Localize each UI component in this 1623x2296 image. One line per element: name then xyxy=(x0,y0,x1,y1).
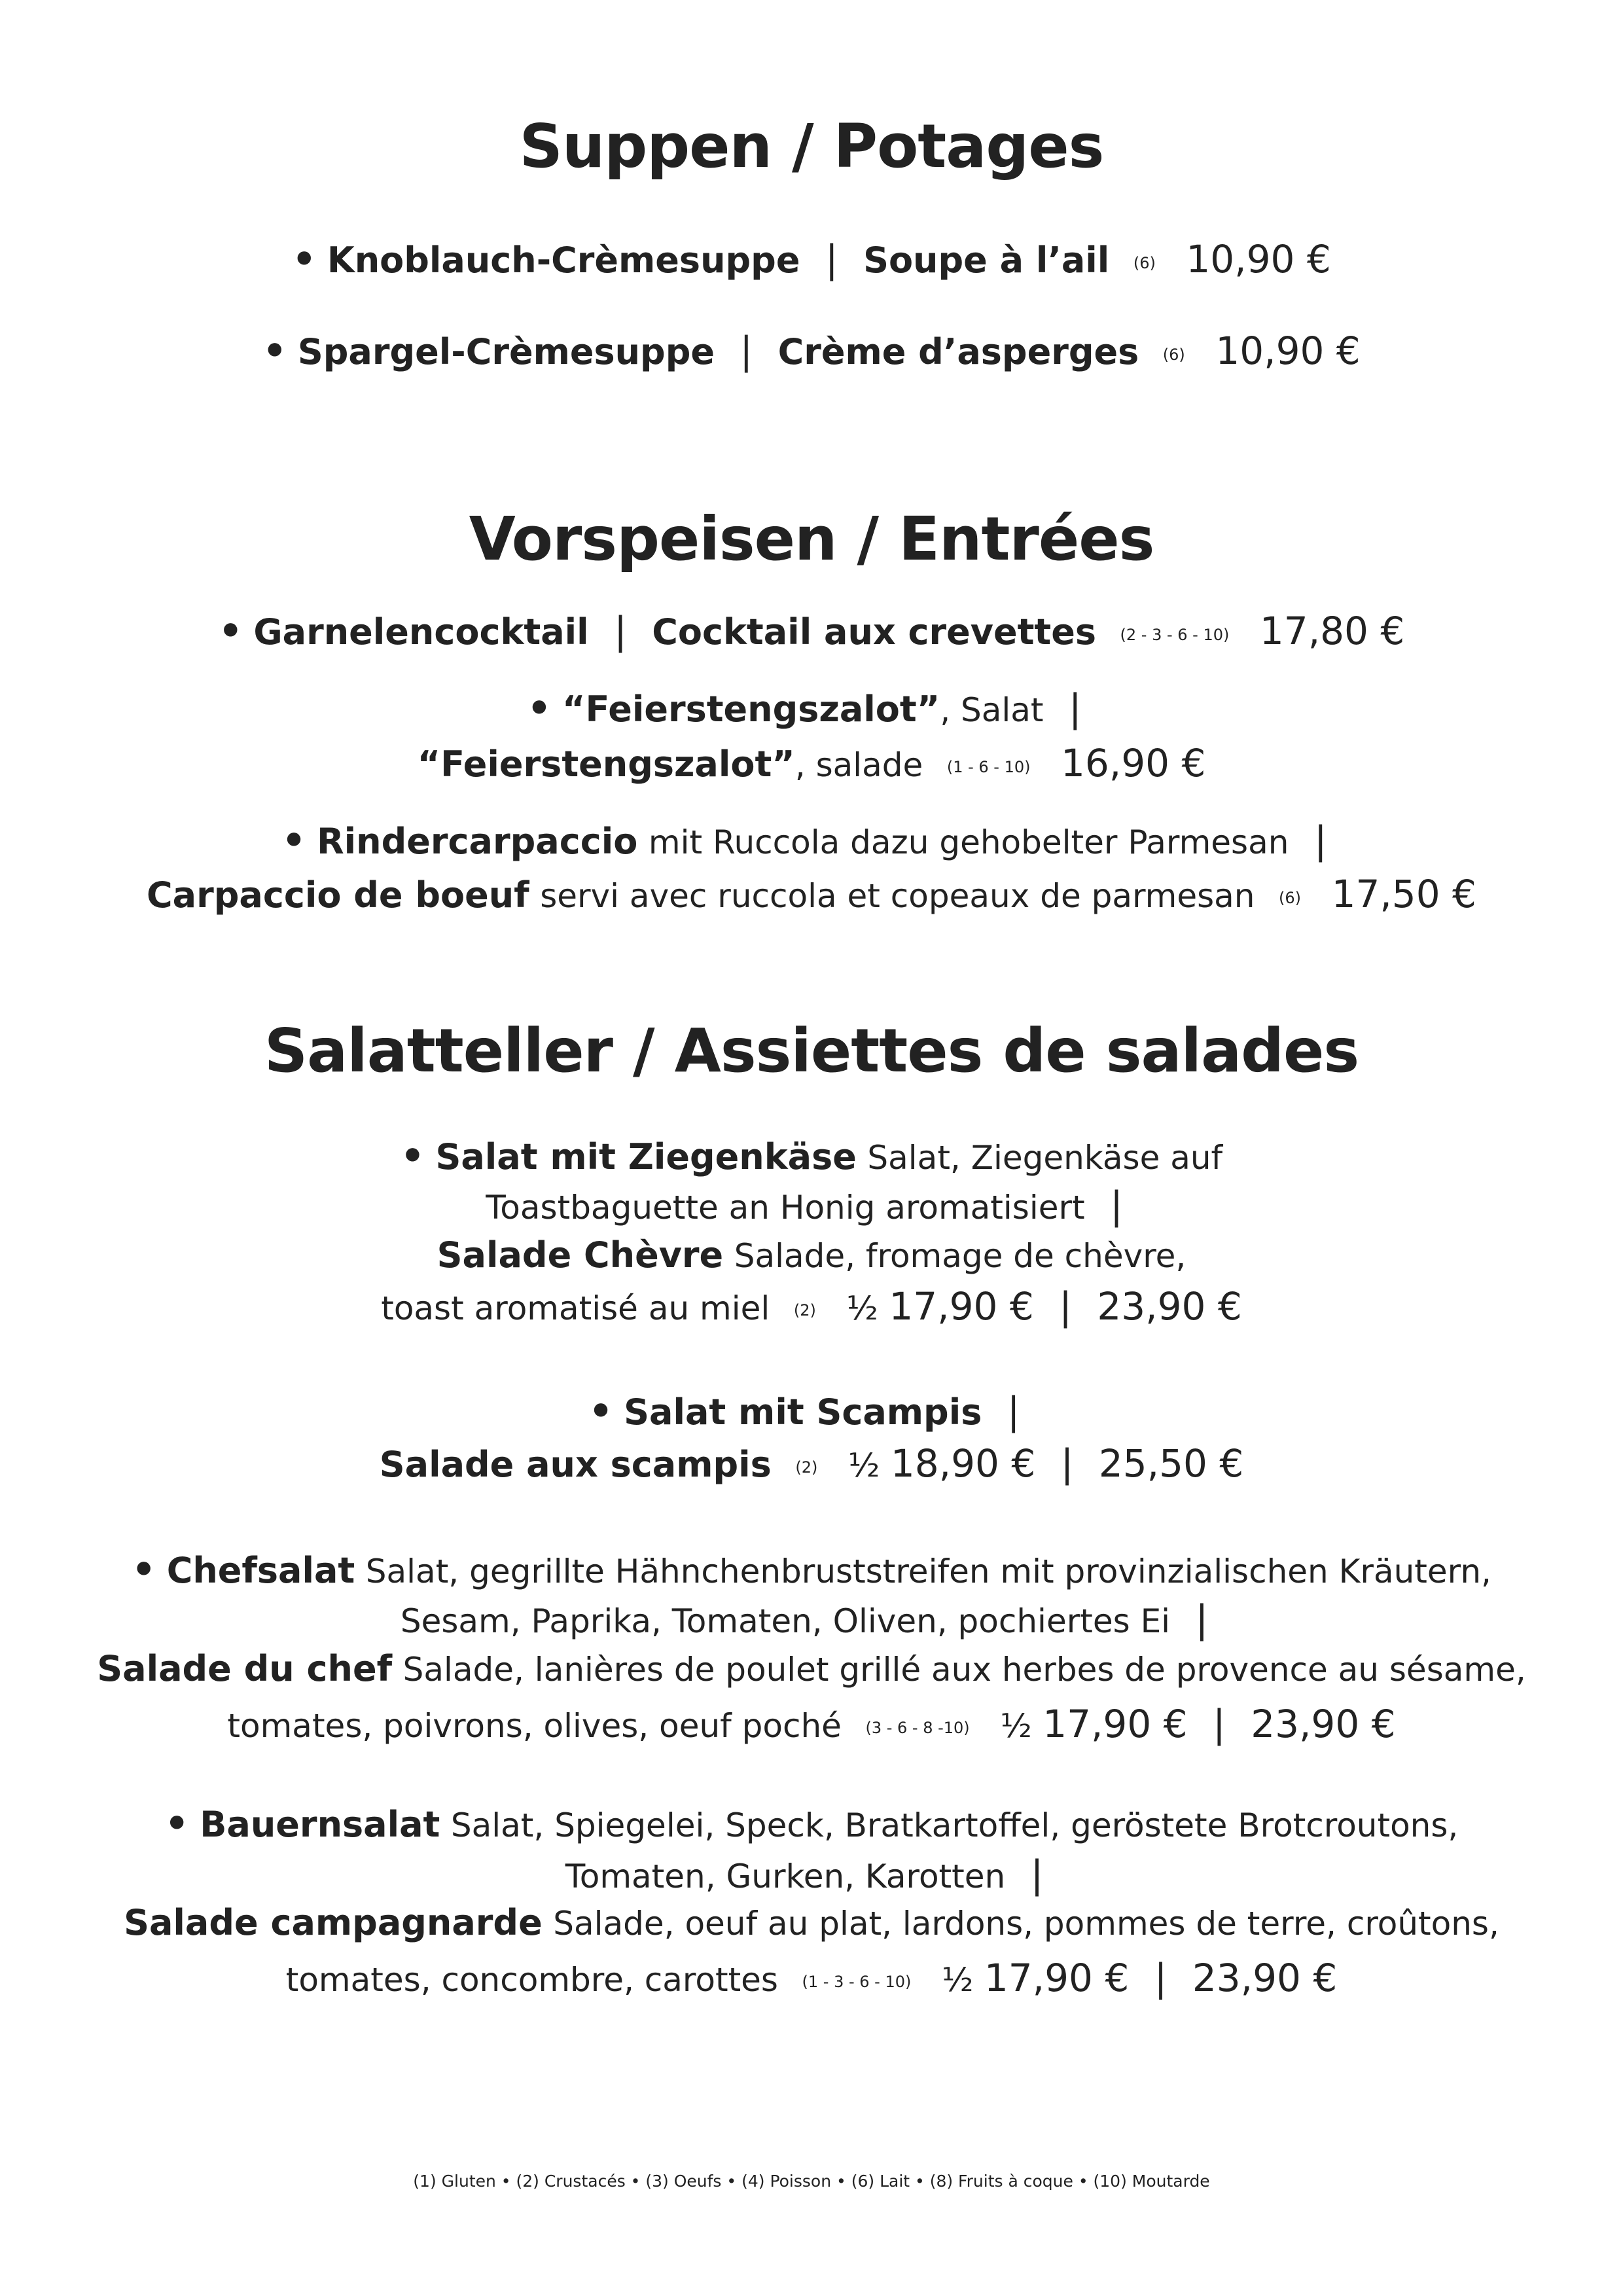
menu-item-goat-cheese-salad-de-1 xyxy=(0,1134,1623,1178)
allergen-codes: (2 - 3 - 6 - 10) xyxy=(1120,626,1230,644)
menu-item-farmer-salad-fr-2 xyxy=(0,1956,1623,2000)
item-desc-de: Toastbaguette an Honig aromatisiert xyxy=(486,1189,1085,1227)
price: 16,90 € xyxy=(1061,741,1206,785)
price-full: 25,50 € xyxy=(1098,1441,1244,1486)
item-desc-fr: Salade, oeuf au plat, lardons, pommes de terre, croûtons, xyxy=(553,1905,1499,1943)
menu-item-goat-cheese-salad-de-2 xyxy=(0,1183,1623,1228)
separator: | xyxy=(1110,1183,1123,1228)
bullet: • xyxy=(132,1547,156,1592)
price-full: 23,90 € xyxy=(1251,1702,1396,1746)
menu-item-garlic-soup xyxy=(0,237,1623,281)
price-half: 17,90 € xyxy=(984,1956,1130,2000)
menu-item-feierstengszalot-de xyxy=(0,686,1623,730)
allergen-codes: (1 - 6 - 10) xyxy=(946,758,1031,776)
item-desc-fr: toast aromatisé au miel xyxy=(381,1289,770,1327)
separator: | xyxy=(1313,818,1327,863)
item-name-de: “Feierstengszalot” xyxy=(562,689,940,730)
bullet: • xyxy=(400,1134,425,1178)
menu-item-farmer-salad-fr-1 xyxy=(0,1902,1623,1943)
bullet: • xyxy=(164,1801,189,1846)
menu-item-scampi-salad-de xyxy=(0,1389,1623,1433)
section-title-soups: Suppen / Potages xyxy=(519,111,1104,181)
item-name-fr: Carpaccio de boeuf xyxy=(147,874,529,916)
separator: | xyxy=(1069,686,1082,730)
price: 17,50 € xyxy=(1331,872,1476,916)
allergen-codes: (1 - 3 - 6 - 10) xyxy=(802,1973,912,1991)
menu-item-chef-salad-de-2 xyxy=(0,1597,1623,1641)
item-name-de: Salat mit Scampis xyxy=(624,1391,982,1433)
item-name-fr: Salade aux scampis xyxy=(379,1444,772,1485)
price-half: 17,90 € xyxy=(889,1284,1034,1329)
menu-item-chef-salad-de-1 xyxy=(0,1547,1623,1592)
separator: | xyxy=(825,237,838,281)
section-title-salads: Salatteller / Assiettes de salades xyxy=(264,1016,1359,1086)
allergen-codes: (6) xyxy=(1162,346,1185,364)
item-desc-fr: , salade xyxy=(794,746,923,784)
allergen-codes: (3 - 6 - 8 -10) xyxy=(865,1719,970,1737)
price: 17,80 € xyxy=(1259,609,1405,653)
item-name-de: Bauernsalat xyxy=(200,1804,440,1845)
item-desc-de: , Salat xyxy=(940,691,1044,729)
menu-item-carpaccio-fr xyxy=(0,872,1623,916)
item-desc-fr: Salade, lanières de poulet grillé aux herbes de provence au sésame, xyxy=(402,1651,1526,1689)
allergen-codes: (2) xyxy=(793,1301,816,1319)
half-portion-symbol: ½ xyxy=(847,1446,880,1484)
price-full: 23,90 € xyxy=(1192,1956,1338,2000)
menu-item-chef-salad-fr-1 xyxy=(0,1648,1623,1689)
item-name-fr: Soupe à l’ail xyxy=(863,240,1110,281)
bullet: • xyxy=(281,818,306,863)
item-desc-de: Salat, Ziegenkäse auf xyxy=(867,1139,1223,1177)
half-portion-symbol: ½ xyxy=(1000,1707,1032,1745)
menu-item-feierstengszalot-fr xyxy=(0,741,1623,785)
half-portion-symbol: ½ xyxy=(941,1961,974,1999)
price-half: 17,90 € xyxy=(1043,1702,1188,1746)
item-desc-fr: tomates, concombre, carottes xyxy=(285,1961,778,1999)
price: 10,90 € xyxy=(1186,237,1331,281)
menu-item-chef-salad-fr-2 xyxy=(0,1702,1623,1746)
separator: | xyxy=(614,609,627,653)
separator: | xyxy=(740,329,753,373)
allergen-legend: (1) Gluten • (2) Crustacés • (3) Oeufs • (4) Poisson • (6) Lait • (8) Fruits à coque • (10) Moutarde xyxy=(413,2172,1210,2191)
price-half: 18,90 € xyxy=(890,1441,1036,1486)
separator: | xyxy=(1195,1597,1209,1641)
bullet: • xyxy=(218,609,243,653)
item-name-de: Chefsalat xyxy=(166,1550,355,1591)
item-name-de: Knoblauch-Crèmesuppe xyxy=(327,240,800,281)
item-name-de: Spargel-Crèmesuppe xyxy=(297,331,715,372)
menu-item-shrimp-cocktail xyxy=(0,609,1623,653)
item-name-fr: Salade campagnarde xyxy=(124,1902,543,1943)
bullet: • xyxy=(588,1389,613,1433)
menu-item-carpaccio-de xyxy=(0,818,1623,863)
menu-item-goat-cheese-salad-fr-2 xyxy=(0,1284,1623,1329)
bullet: • xyxy=(262,329,287,373)
item-desc-de: Sesam, Paprika, Tomaten, Oliven, pochiertes Ei xyxy=(400,1602,1171,1640)
bullet: • xyxy=(292,237,317,281)
item-name-de: Salat mit Ziegenkäse xyxy=(435,1136,857,1177)
item-name-fr: Salade Chèvre xyxy=(437,1234,724,1276)
item-name-fr: Salade du chef xyxy=(97,1648,393,1689)
price-separator: | xyxy=(1213,1702,1226,1746)
price-separator: | xyxy=(1154,1956,1168,2000)
menu-item-farmer-salad-de-2 xyxy=(0,1852,1623,1897)
item-name-fr: Cocktail aux crevettes xyxy=(652,611,1096,653)
allergen-codes: (2) xyxy=(795,1458,818,1477)
item-desc-de: Salat, gegrillte Hähnchenbruststreifen mit provinzialischen Kräutern, xyxy=(365,1552,1491,1590)
separator: | xyxy=(1007,1389,1020,1433)
section-title-starters: Vorspeisen / Entrées xyxy=(469,504,1154,574)
item-desc-de: mit Ruccola dazu gehobelter Parmesan xyxy=(648,823,1289,861)
price-separator: | xyxy=(1060,1441,1074,1486)
item-desc-fr: tomates, poivrons, olives, oeuf poché xyxy=(227,1707,842,1745)
allergen-codes: (6) xyxy=(1279,889,1302,907)
menu-item-scampi-salad-fr xyxy=(0,1441,1623,1486)
item-name-fr: “Feierstengszalot” xyxy=(417,744,795,785)
bullet: • xyxy=(527,686,552,730)
price: 10,90 € xyxy=(1215,329,1361,373)
price-full: 23,90 € xyxy=(1097,1284,1242,1329)
item-desc-de: Tomaten, Gurken, Karotten xyxy=(565,1857,1006,1895)
menu-item-farmer-salad-de-1 xyxy=(0,1801,1623,1846)
separator: | xyxy=(1030,1852,1044,1897)
item-name-de: Garnelencocktail xyxy=(253,611,589,653)
item-desc-fr: servi avec ruccola et copeaux de parmesan xyxy=(540,877,1255,915)
half-portion-symbol: ½ xyxy=(846,1289,878,1327)
menu-item-asparagus-soup xyxy=(0,329,1623,373)
item-desc-fr: Salade, fromage de chèvre, xyxy=(734,1237,1186,1275)
item-name-de: Rindercarpaccio xyxy=(317,821,638,862)
item-desc-de: Salat, Spiegelei, Speck, Bratkartoffel, geröstete Brotcroutons, xyxy=(450,1806,1459,1844)
allergen-codes: (6) xyxy=(1133,254,1156,272)
item-name-fr: Crème d’asperges xyxy=(777,331,1139,372)
menu-item-goat-cheese-salad-fr-1 xyxy=(0,1234,1623,1276)
price-separator: | xyxy=(1059,1284,1072,1329)
